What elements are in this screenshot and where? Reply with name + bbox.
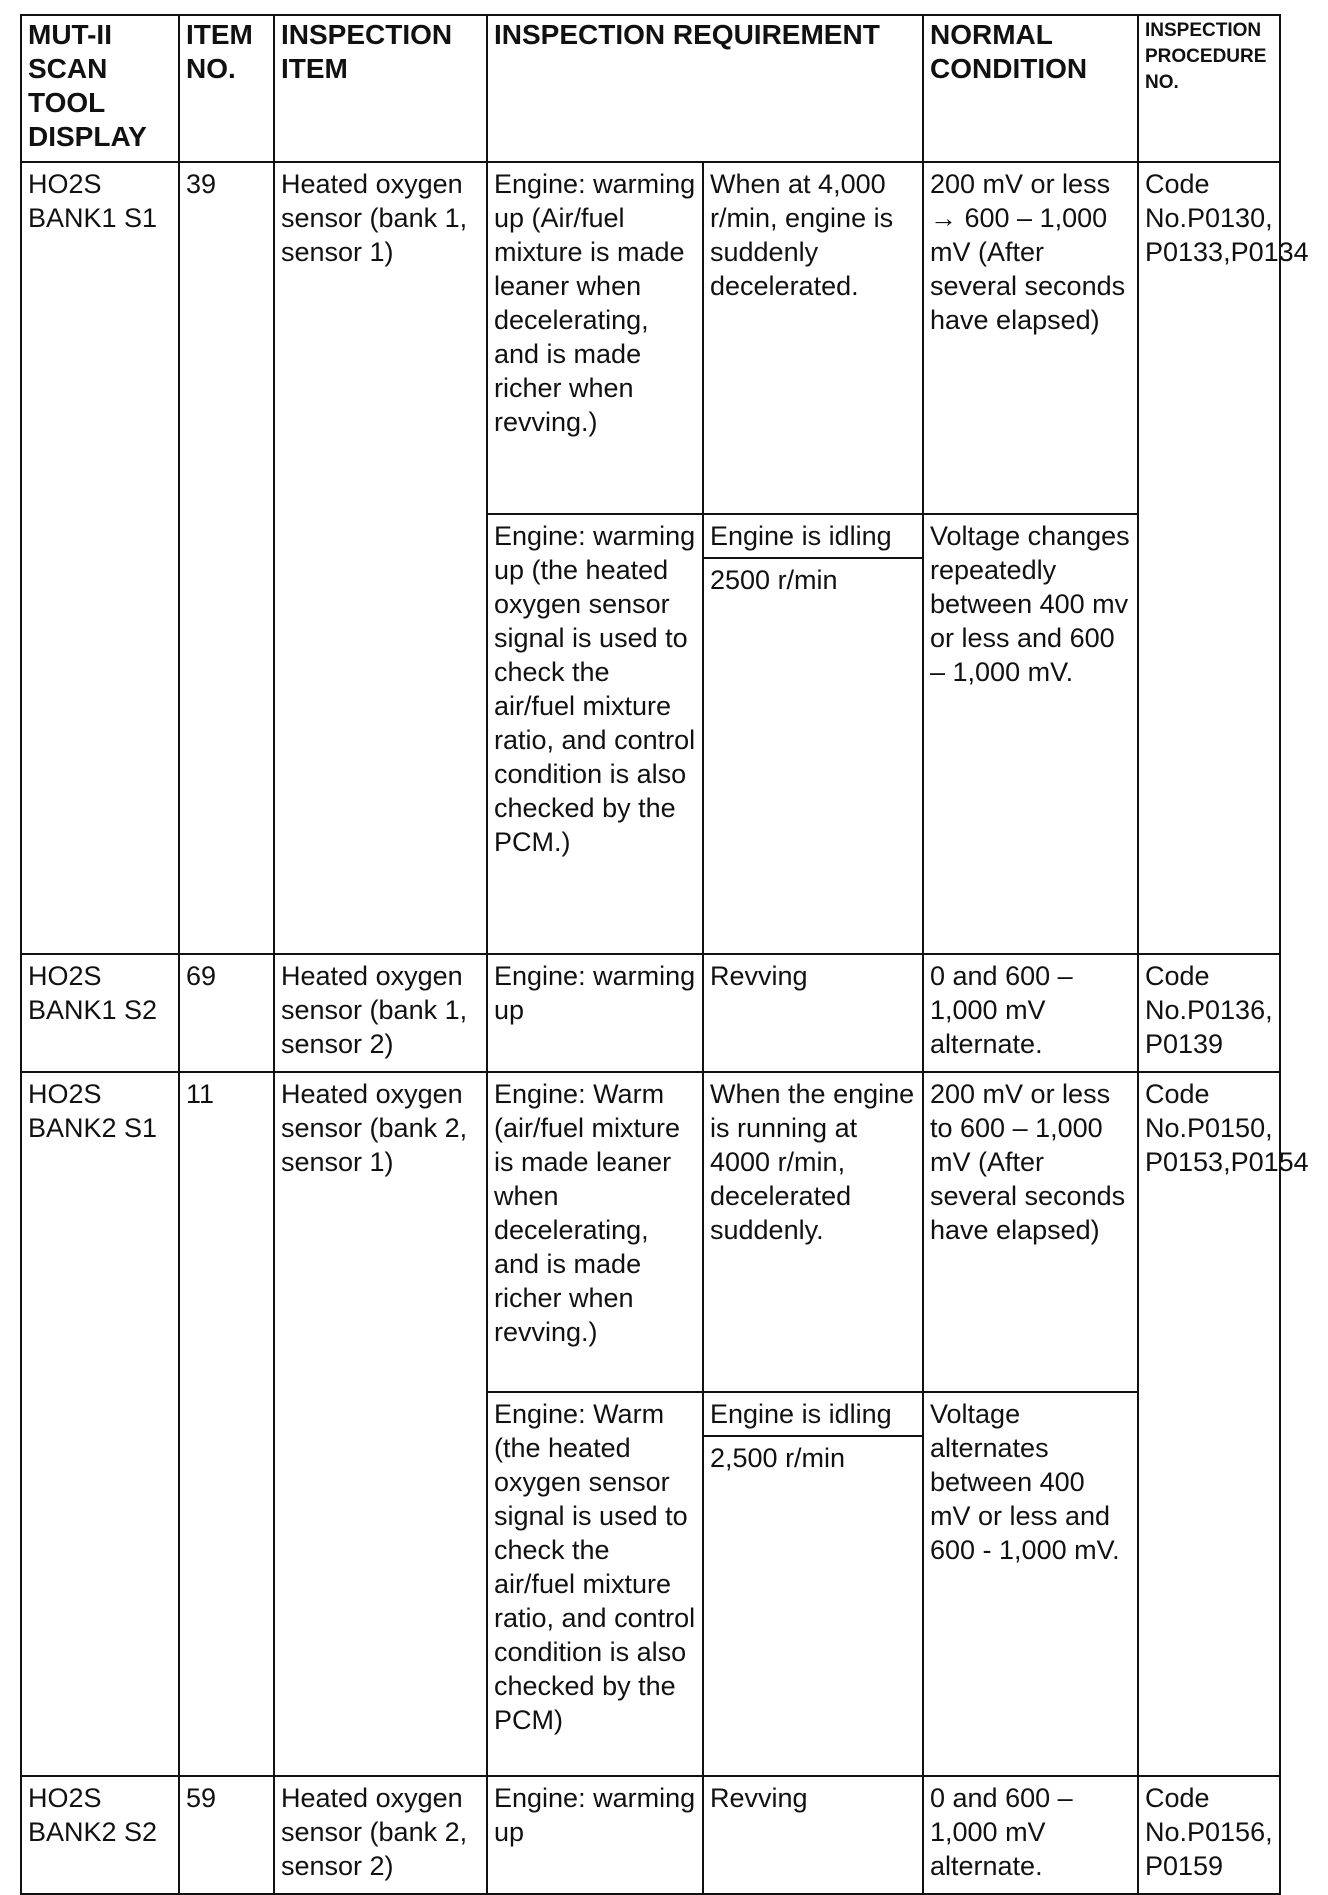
display-cell: HO2S BANK1 S2 [21, 954, 179, 1072]
requirement-cell: Engine: warming up (Air/fuel mixture is made leaner when decelerating, and is made richer when revving.) [487, 162, 703, 514]
condition-cell: When the engine is running at 4000 r/min, decelerated suddenly. [703, 1072, 923, 1392]
requirement-cell: Engine: Warm (the heated oxygen sensor signal is used to check the air/fuel mixture ratio, and control condition is also checked by the PCM) [487, 1392, 703, 1776]
requirement-cell: Engine: warming up [487, 1776, 703, 1894]
requirement-cell: Engine: warming up [487, 954, 703, 1072]
normal-condition-cell: Voltage alternates between 400 mV or less and 600 - 1,000 mV. [923, 1392, 1138, 1776]
normal-condition-cell: 200 mV or less to 600 – 1,000 mV (After several seconds have elapsed) [923, 1072, 1138, 1392]
condition-cell: 2,500 r/min [703, 1436, 923, 1776]
display-cell: HO2S BANK1 S1 [21, 162, 179, 954]
header-inspection-requirement: INSPECTION REQUIREMENT [487, 15, 923, 162]
procedure-cell: Code No.P0150, P0153,P0154 [1138, 1072, 1280, 1776]
inspection-item-cell: Heated oxygen sensor (bank 2, sensor 2) [274, 1776, 487, 1894]
requirement-cell: Engine: Warm (air/fuel mixture is made leaner when decelerating, and is made richer when revving.) [487, 1072, 703, 1392]
item-no-cell: 39 [179, 162, 274, 954]
normal-condition-cell: Voltage changes repeatedly between 400 mv or less and 600 – 1,000 mV. [923, 514, 1138, 954]
table-row [21, 162, 1280, 514]
header-inspection-item: INSPECTION ITEM [274, 15, 487, 162]
item-no-cell: 59 [179, 1776, 274, 1894]
procedure-cell: Code No.P0130, P0133,P0134 [1138, 162, 1280, 954]
procedure-cell: Code No.P0136, P0139 [1138, 954, 1280, 1072]
normal-condition-cell: 0 and 600 – 1,000 mV alternate. [923, 954, 1138, 1072]
condition-cell: When at 4,000 r/min, engine is suddenly decelerated. [703, 162, 923, 514]
condition-cell: 2500 r/min [703, 558, 923, 954]
condition-cell: Revving [703, 1776, 923, 1894]
condition-cell: Engine is idling [703, 514, 923, 558]
header-procedure-no: INSPECTION PROCEDURE NO. [1138, 15, 1280, 162]
condition-cell: Engine is idling [703, 1392, 923, 1436]
display-cell: HO2S BANK2 S1 [21, 1072, 179, 1776]
inspection-item-cell: Heated oxygen sensor (bank 1, sensor 2) [274, 954, 487, 1072]
table-row [21, 954, 1280, 1072]
inspection-sheet [20, 14, 1309, 1895]
header-item-no: ITEM NO. [179, 15, 274, 162]
normal-condition-cell: 200 mV or less → 600 – 1,000 mV (After several seconds have elapsed) [923, 162, 1138, 514]
header-normal-condition: NORMAL CONDITION [923, 15, 1138, 162]
display-cell: HO2S BANK2 S2 [21, 1776, 179, 1894]
item-no-cell: 69 [179, 954, 274, 1072]
header-row [21, 15, 1280, 162]
inspection-table [20, 14, 1309, 1895]
condition-cell: Revving [703, 954, 923, 1072]
table-row [21, 1072, 1280, 1392]
header-display: MUT-II SCAN TOOL DISPLAY [21, 15, 179, 162]
procedure-cell: Code No.P0156, P0159 [1138, 1776, 1280, 1894]
inspection-item-cell: Heated oxygen sensor (bank 2, sensor 1) [274, 1072, 487, 1776]
inspection-item-cell: Heated oxygen sensor (bank 1, sensor 1) [274, 162, 487, 954]
item-no-cell: 11 [179, 1072, 274, 1776]
requirement-cell: Engine: warming up (the heated oxygen sensor signal is used to check the air/fuel mixture ratio, and control condition is also checked by the PCM.) [487, 514, 703, 954]
normal-condition-cell: 0 and 600 – 1,000 mV alternate. [923, 1776, 1138, 1894]
table-row [21, 1776, 1280, 1894]
